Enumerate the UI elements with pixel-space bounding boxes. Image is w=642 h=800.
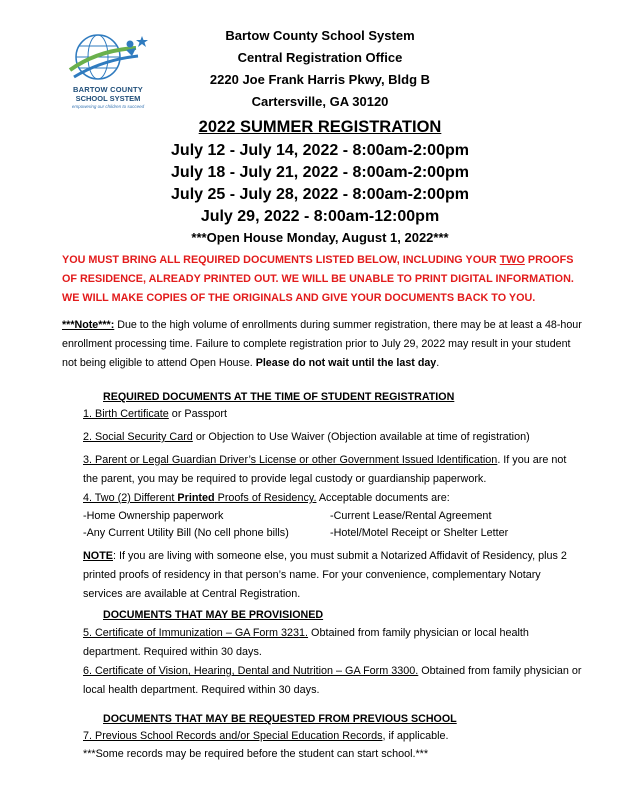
- globe-logo-icon: [58, 30, 158, 90]
- residency-option: -Current Lease/Rental Agreement: [330, 510, 492, 522]
- logo-tagline: empowering our children to succeed: [71, 104, 145, 109]
- note-paragraph: ***Note***: Due to the high volume of enrollments during summer registration, there may be at least a 48-hour enrollment processing time. Failure to complete registration prior to July 29, 2022 may result in your student not being eligible to attend Open House. Please do not wait until the last day.: [62, 319, 582, 369]
- date-line: July 25 - July 28, 2022 - 8:00am-2:00pm: [171, 186, 469, 203]
- warning-text: YOU MUST BRING ALL REQUIRED DOCUMENTS LISTED BELOW, INCLUDING YOUR TWO PROOFS OF RESIDENCE, ALREADY PRINTED OUT. WE WILL BE UNABLE TO PRINT DIGITAL INFORMATION. WE WILL MAKE COPIES OF THE ORIGINALS AND GIVE YOUR DOCUMENTS BACK TO YOU.: [62, 254, 574, 304]
- required-item-1: 1. Birth Certificate or Passport: [83, 408, 228, 420]
- provisioned-item-5: 5. Certificate of Immunization – GA Form 3231. Obtained from family physician or local health department. Required within 30 days.: [83, 627, 529, 658]
- required-item-4: 4. Two (2) Different Printed Proofs of Residency. Acceptable documents are:: [83, 492, 450, 504]
- header-office: Central Registration Office: [237, 50, 403, 65]
- date-line: July 29, 2022 - 8:00am-12:00pm: [200, 208, 440, 225]
- header-address: 2220 Joe Frank Harris Pkwy, Bldg B: [209, 72, 431, 87]
- page-title: 2022 SUMMER REGISTRATION: [198, 118, 442, 136]
- residency-note: NOTE: If you are living with someone else, you must submit a Notarized Affidavit of Residency, plus 2 printed proofs of residency in that person’s name. For your convenience, complementary Notary services are available at Central Registration.: [83, 550, 567, 600]
- date-line: July 18 - July 21, 2022 - 8:00am-2:00pm: [171, 164, 469, 181]
- required-item-3: 3. Parent or Legal Guardian Driver’s License or other Government Issued Identification. If you are not the parent, you may be required to provide legal custody or guardianship paperwork.: [83, 454, 567, 485]
- previous-heading: DOCUMENTS THAT MAY BE REQUESTED FROM PREVIOUS SCHOOL: [103, 713, 457, 725]
- required-item-2: 2. Social Security Card or Objection to Use Waiver (Objection available at time of registration): [83, 431, 530, 443]
- logo-line-2: SCHOOL SYSTEM: [75, 94, 141, 103]
- open-house-notice: ***Open House Monday, August 1, 2022***: [191, 230, 449, 245]
- logo-line-1: BARTOW COUNTY: [73, 85, 143, 94]
- residency-option: -Home Ownership paperwork: [83, 510, 224, 522]
- date-line: July 12 - July 14, 2022 - 8:00am-2:00pm: [171, 142, 469, 159]
- header-city: Cartersville, GA 30120: [251, 94, 389, 109]
- residency-option: -Hotel/Motel Receipt or Shelter Letter: [330, 527, 509, 539]
- previous-footnote: ***Some records may be required before the student can start school.***: [83, 748, 429, 760]
- provisioned-item-6: 6. Certificate of Vision, Hearing, Dental and Nutrition – GA Form 3300. Obtained from family physician or local health department. Required within 30 days.: [83, 665, 582, 696]
- required-heading: REQUIRED DOCUMENTS AT THE TIME OF STUDENT REGISTRATION: [103, 391, 455, 403]
- residency-option: -Any Current Utility Bill (No cell phone bills): [83, 527, 289, 539]
- provisioned-heading: DOCUMENTS THAT MAY BE PROVISIONED: [103, 609, 324, 621]
- header-org: Bartow County School System: [225, 28, 415, 43]
- previous-item-7: 7. Previous School Records and/or Special Education Records, if applicable.: [83, 730, 449, 742]
